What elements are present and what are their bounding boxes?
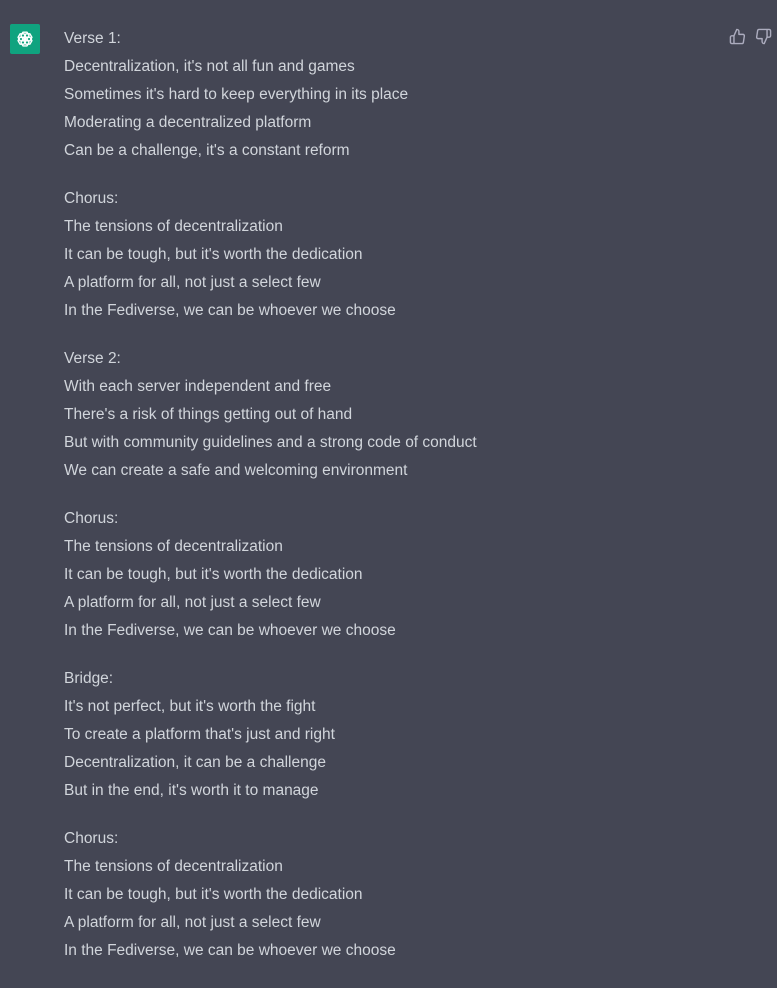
lyric-line: In the Fediverse, we can be whoever we choose	[64, 302, 396, 319]
stanza-heading: Chorus:	[64, 510, 119, 527]
stanza-verse-2	[64, 345, 704, 485]
stanza-heading: Verse 1:	[64, 30, 121, 47]
stanza-verse-1	[64, 25, 704, 165]
lyric-line: With each server independent and free	[64, 378, 332, 395]
lyric-line: The tensions of decentralization	[64, 218, 283, 235]
stanza-heading: Chorus:	[64, 190, 119, 207]
lyric-line: Moderating a decentralized platform	[64, 114, 312, 131]
thumbs-up-button[interactable]	[728, 27, 746, 45]
lyric-line: In the Fediverse, we can be whoever we choose	[64, 942, 396, 959]
lyric-line: It's not perfect, but it's worth the fight	[64, 698, 316, 715]
lyric-line: There's a risk of things getting out of hand	[64, 406, 353, 423]
lyric-line: It can be tough, but it's worth the dedication	[64, 886, 363, 903]
stanza-chorus-2	[64, 505, 704, 645]
thumbs-down-icon	[755, 28, 772, 45]
lyric-line: In the Fediverse, we can be whoever we choose	[64, 622, 396, 639]
feedback-buttons	[728, 27, 772, 45]
stanza-bridge	[64, 665, 704, 805]
lyric-line: The tensions of decentralization	[64, 538, 283, 555]
lyric-line: A platform for all, not just a select few	[64, 594, 321, 611]
lyric-line: It can be tough, but it's worth the dedication	[64, 566, 363, 583]
stanza-heading: Chorus:	[64, 830, 119, 847]
lyric-line: To create a platform that's just and right	[64, 726, 335, 743]
lyric-line: Sometimes it's hard to keep everything in its place	[64, 86, 409, 103]
thumbs-down-button[interactable]	[754, 27, 772, 45]
stanza-heading: Bridge:	[64, 670, 114, 687]
lyric-line: But with community guidelines and a strong code of conduct	[64, 434, 477, 451]
lyric-line: A platform for all, not just a select few	[64, 274, 321, 291]
stanza-heading: Verse 2:	[64, 350, 121, 367]
lyric-line: A platform for all, not just a select few	[64, 914, 321, 931]
lyric-line: Can be a challenge, it's a constant reform	[64, 142, 350, 159]
stanza-chorus-3	[64, 825, 704, 965]
lyric-line: Decentralization, it can be a challenge	[64, 754, 326, 771]
lyric-line: We can create a safe and welcoming environment	[64, 462, 408, 479]
openai-logo-icon	[14, 28, 36, 50]
lyric-line: Decentralization, it's not all fun and games	[64, 58, 355, 75]
stanza-chorus-1	[64, 185, 704, 325]
assistant-avatar	[10, 24, 40, 54]
lyric-line: The tensions of decentralization	[64, 858, 283, 875]
message-content	[64, 25, 704, 985]
thumbs-up-icon	[729, 28, 746, 45]
lyric-line: It can be tough, but it's worth the dedication	[64, 246, 363, 263]
lyric-line: But in the end, it's worth it to manage	[64, 782, 319, 799]
